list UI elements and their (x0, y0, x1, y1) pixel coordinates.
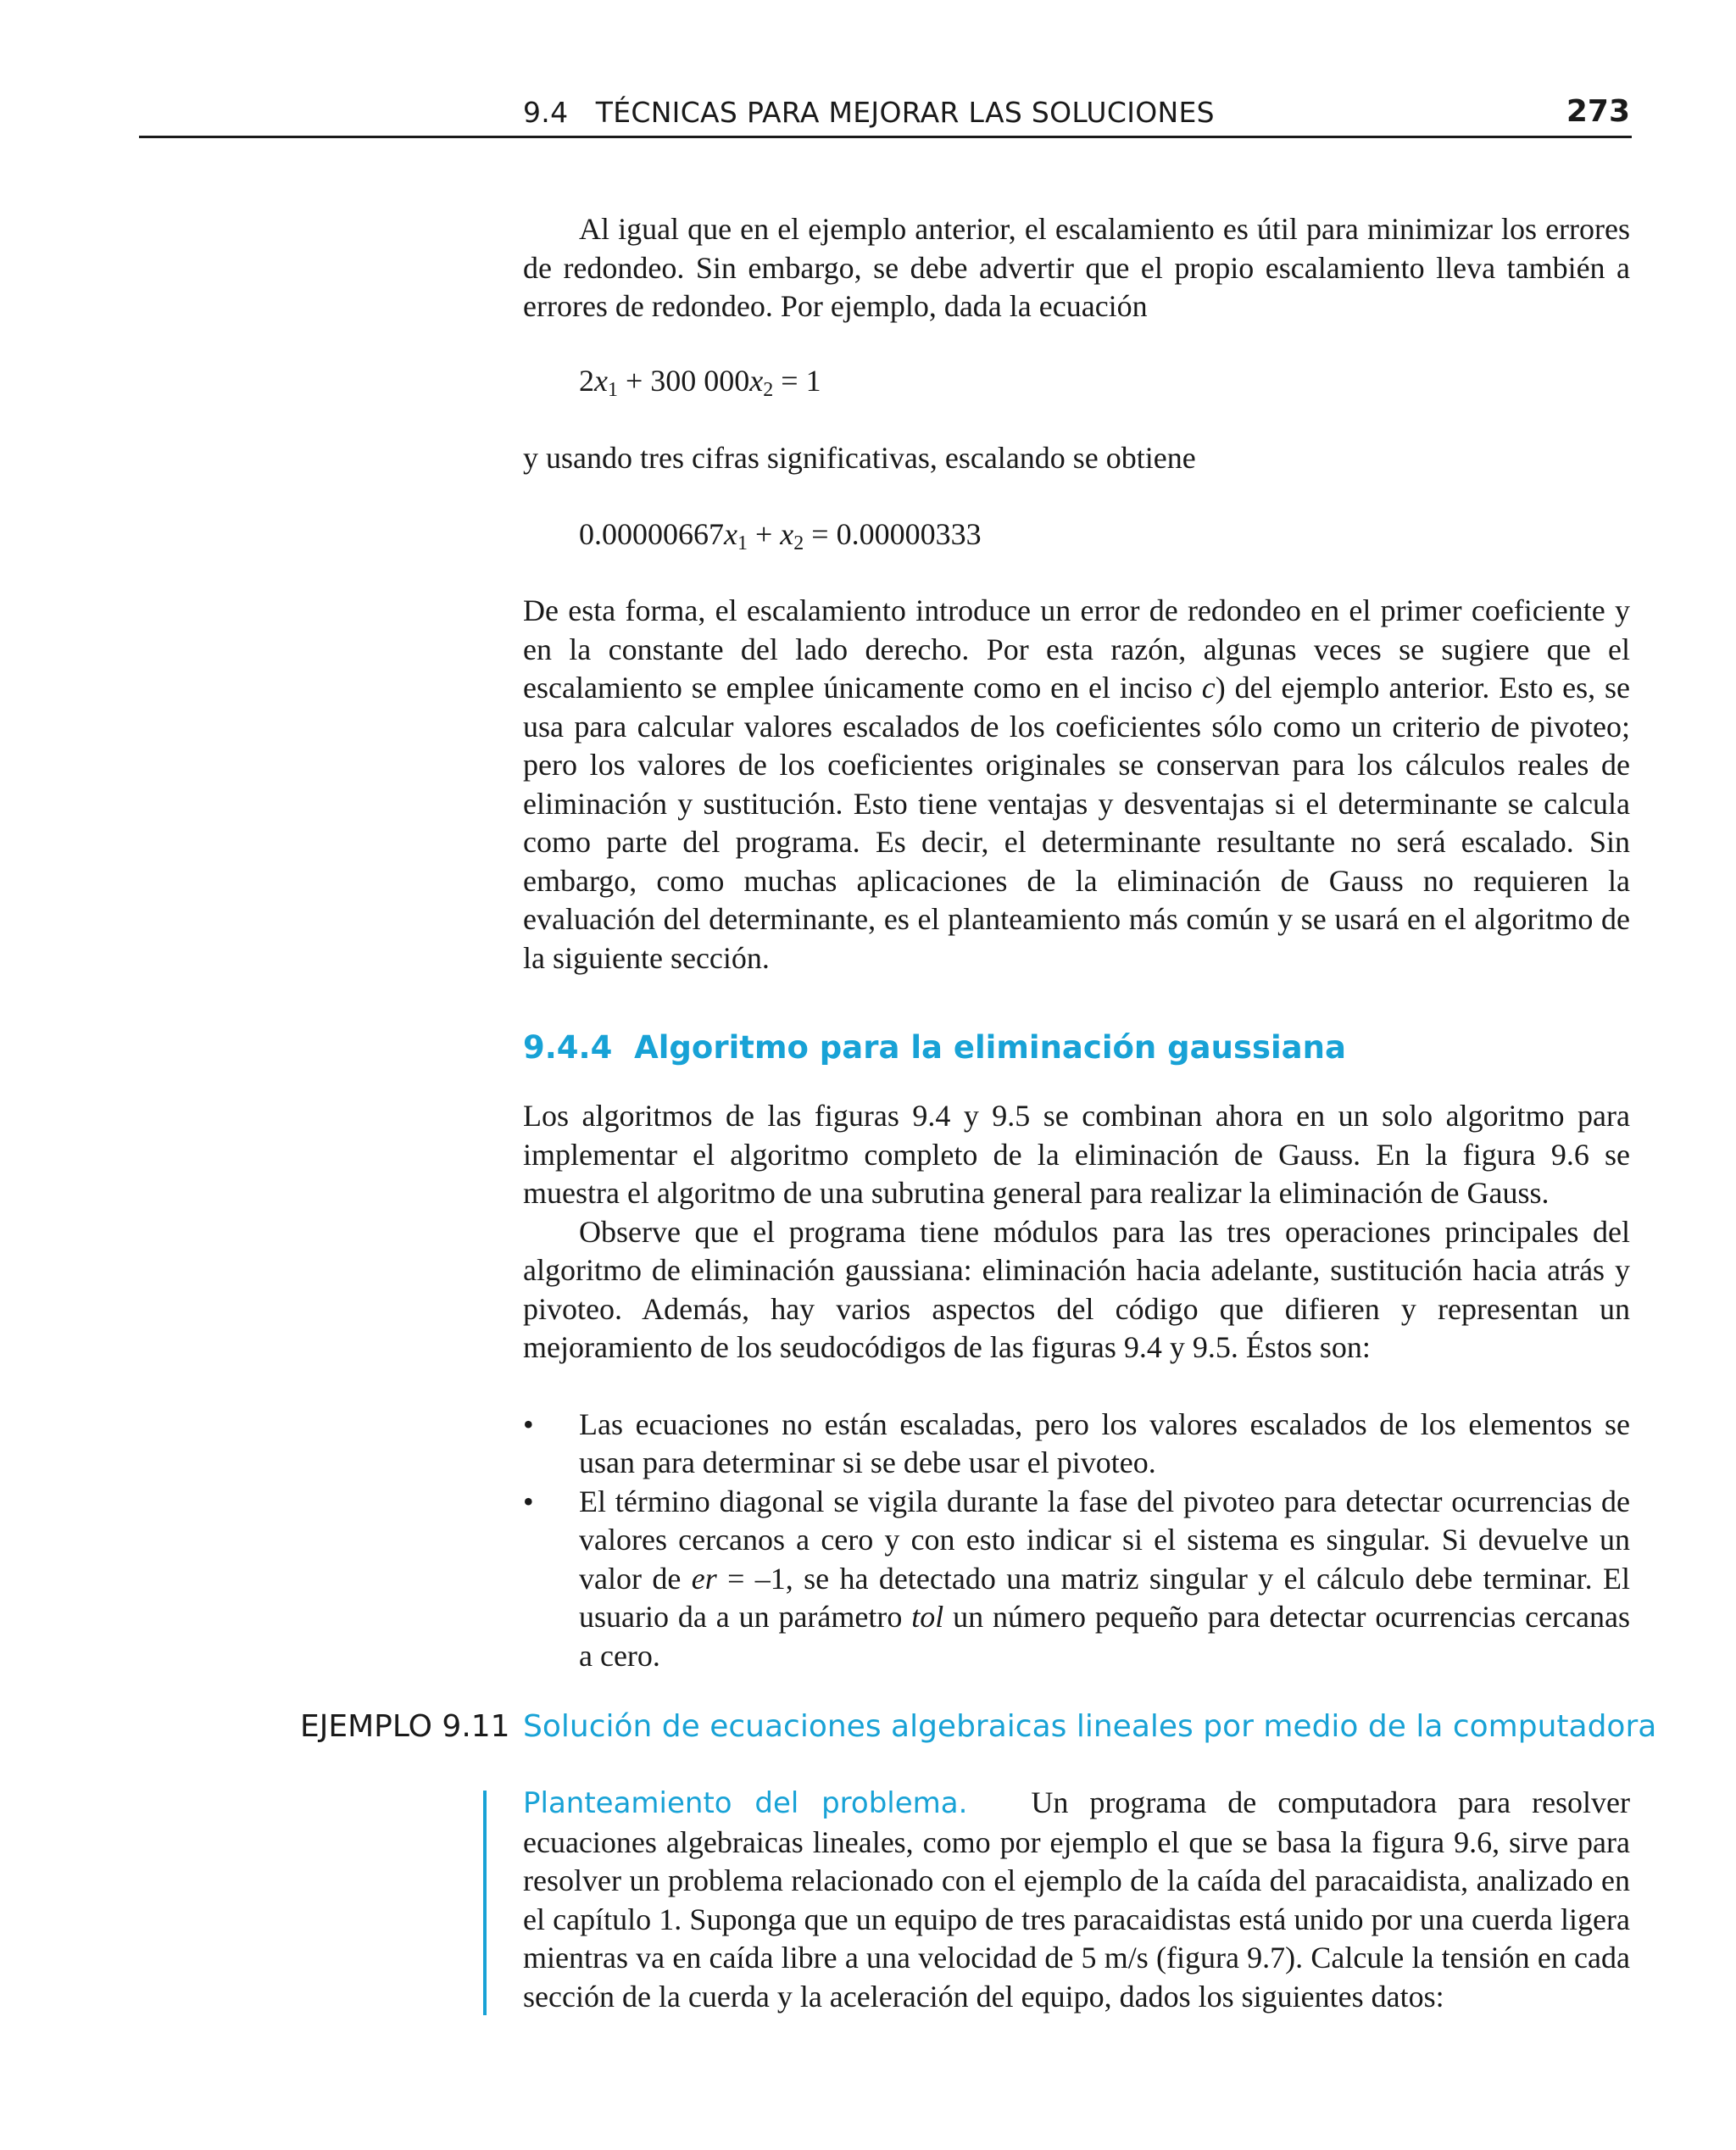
bullet-2-text-a: El término diagonal se vigila durante la fase del pivoteo para detectar ocurrencias de valores cercanos a cero y con esto indicar si el sistema es singular. Si devuelve un valor de (579, 1484, 1630, 1596)
eq2-mid: + (747, 517, 781, 551)
section-running-title: 9.4 TÉCNICAS PARA MEJORAR LAS SOLUCIONES (523, 96, 1215, 129)
eq2-rhs: = 0.00000333 (804, 517, 982, 551)
section-paragraph-2: Observe que el programa tiene módulos para las tres operaciones principales del algoritmo de eliminación gaussiana: eliminación hacia adelante, sustitución hacia atrás y pivoteo. Además, hay varios aspectos del código que difieren y representan un mejoramiento de los seudocódigos de las figuras 9.4 y 9.5. Éstos son: (523, 1214, 1630, 1364)
paragraph-2-block (523, 592, 1630, 978)
example-paragraph (523, 1784, 1630, 2016)
example-label: EJEMPLO 9.11 (300, 1709, 510, 1744)
eq2-coef: 0.00000667 (579, 517, 724, 551)
problem-text: Un programa de computadora para resolver ecuaciones algebraicas lineales, como por ejemplo el que se basa la figura 9.6, sirve para resolver un problema relacionado con el ejemplo de la caída del paracaidista, analizado en el capítulo 1. Suponga que un equipo de tres paracaidistas está unido por una cuerda ligera mientras va en caída libre a una velocidad de 5 m/s (figura 9.7). Calcule la tensión en cada sección de la cuerda y la aceleración del equipo, dados los siguientes datos: (523, 1785, 1631, 2014)
bullet-list (523, 1406, 1630, 1676)
bullet-2-text-c: un número pequeño para detectar ocurrencias cercanas a cero. (579, 1600, 1630, 1673)
p2-part-b: ) del ejemplo anterior. Esto es, se usa para calcular valores escalados de los coeficientes sólo como un criterio de pivoteo; pero los valores de los coeficientes originales se conservan para los cálculos reales de eliminación y sustitución. Esto tiene ventajas y desventajas si el determinante se calcula como parte del programa. Es decir, el determinante resultante no será escalado. Sin embargo, como muchas aplicaciones de la eliminación de Gauss no requieren la evaluación del determinante, es el planteamiento más común y se usará en el algoritmo de la siguiente sección. (523, 671, 1630, 975)
page-number: 273 (1566, 94, 1630, 129)
bullet-2-text-b: = –1, se ha detectado una matriz singular y el cálculo debe terminar. El usuario da a un parámetro (579, 1561, 1630, 1634)
bullet-1-text: Las ecuaciones no están escaladas, pero los valores escalados de los elementos se usan para determinar si se debe usar el pivoteo. (579, 1406, 1630, 1479)
header-rule (139, 136, 1632, 138)
eq1-mid: + 300 000 (617, 364, 750, 398)
p2-italic-c: c (1201, 671, 1216, 705)
between-text: y usando tres cifras significativas, escalando se obtiene (523, 441, 1196, 475)
equation-2 (579, 516, 982, 552)
example-title: Solución de ecuaciones algebraicas lineales por medio de la computadora (523, 1709, 1657, 1744)
between-block (523, 439, 1630, 478)
list-item (523, 1483, 1630, 1676)
equation-1 (579, 363, 821, 401)
section-heading: 9.4.4 Algoritmo para la eliminación gaussiana (523, 1029, 1346, 1066)
eq2-var2: x (780, 517, 794, 551)
bullet-2-er: er (691, 1561, 717, 1596)
paragraph-2 (523, 592, 1630, 978)
example-body (523, 1784, 1630, 2016)
p2-part-a: De esta forma, el escalamiento introduce un error de redondeo en el primer coeficiente y en la constante del lado derecho. Por esta razón, algunas veces se sugiere que el escalamiento se emplee únicamente como en el inciso (523, 593, 1630, 705)
bullet-mark: • (523, 1484, 534, 1518)
eq2-var1: x (724, 517, 737, 551)
example-side-bar (483, 1791, 487, 2015)
eq1-var2: x (749, 364, 764, 398)
problem-lead: Planteamiento del problema. (523, 1786, 968, 1820)
eq1-rhs: = 1 (773, 364, 821, 398)
section-body (523, 1097, 1630, 1675)
eq1-coef: 2 (579, 364, 594, 398)
bullet-2-tol: tol (911, 1600, 944, 1634)
eq1-sub1: 1 (607, 379, 618, 401)
eq2-sub1: 1 (737, 532, 748, 554)
intro-block (523, 210, 1630, 326)
eq2-sub2: 2 (793, 532, 804, 554)
list-item (523, 1406, 1630, 1483)
eq1-sub2: 2 (763, 379, 774, 401)
section-paragraph-1: Los algoritmos de las figuras 9.4 y 9.5 se combinan ahora en un solo algoritmo para implementar el algoritmo completo de la eliminación de Gauss. En la figura 9.6 se muestra el algoritmo de una subrutina general para realizar la eliminación de Gauss. (523, 1099, 1630, 1210)
eq1-var1: x (594, 364, 608, 398)
bullet-mark: • (523, 1406, 534, 1441)
intro-paragraph: Al igual que en el ejemplo anterior, el escalamiento es útil para minimizar los errores de redondeo. Sin embargo, se debe advertir que el propio escalamiento lleva también a errores de redondeo. Por ejemplo, dada la ecuación (523, 212, 1630, 323)
